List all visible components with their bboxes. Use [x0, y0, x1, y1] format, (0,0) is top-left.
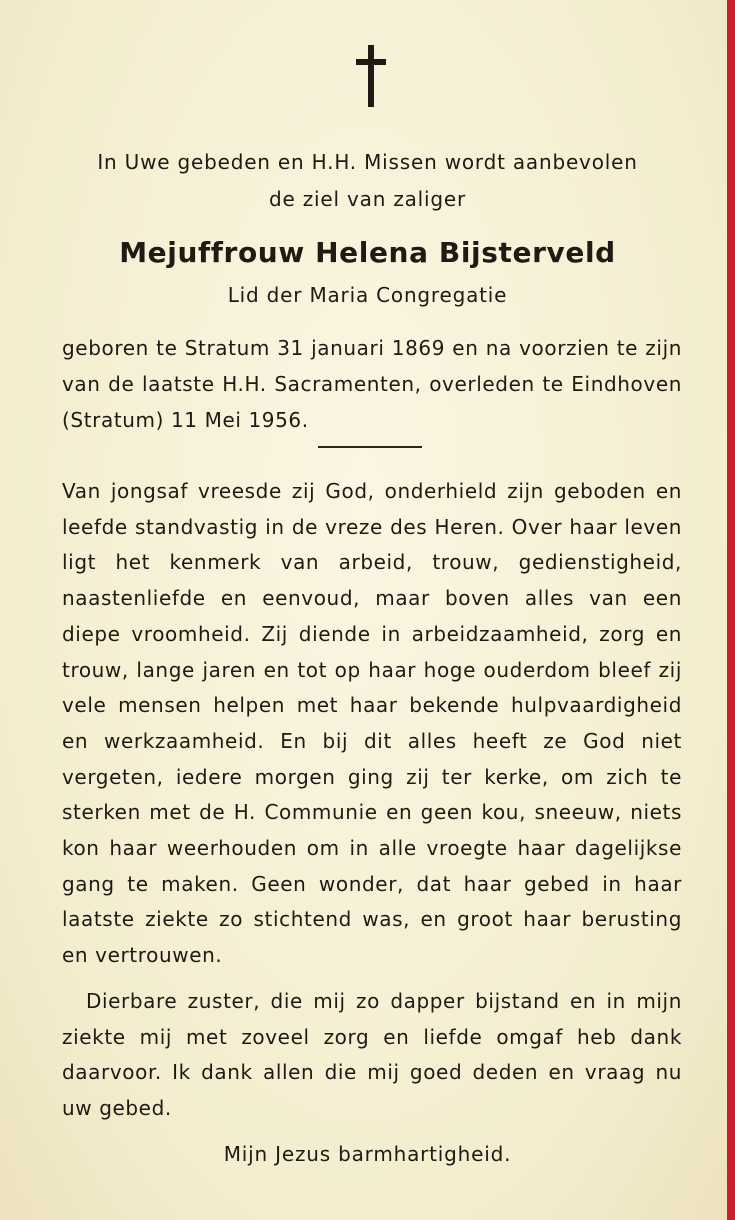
intro-line-2: de ziel van zaliger — [268, 187, 467, 211]
membership-line: Lid der Maria Congregatie — [227, 283, 508, 307]
intro-line-1: In Uwe gebeden en H.H. Missen wordt aanbevolen — [97, 150, 638, 174]
farewell-text: Dierbare zuster, die mij zo dapper bijstand en in mijn ziekte mij met zoveel zorg en liefde omgaf heb dank daarvoor. Ik dank allen die mij goed deden en vraag nu uw gebed. — [62, 989, 682, 1121]
deceased-name: Mejuffrouw Helena Bijsterveld — [119, 236, 616, 269]
farewell-paragraph — [62, 984, 682, 1127]
birth-death-paragraph: geboren te Stratum 31 januari 1869 en na voorzien te zijn van de laatste H.H. Sacramenten, overleden te Eindhoven (Stratum) 11 Mei 1956. — [62, 336, 682, 432]
biography-paragraph: Van jongsaf vreesde zij God, onderhield zijn geboden en leefde standvastig in de vreze des Heren. Over haar leven ligt het kenmerk van arbeid, trouw, gedienstigheid, naastenliefde en eenvoud, maar boven alles van een diepe vroomheid. Zij diende in arbeidzaamheid, zorg en trouw, lange jaren en tot op haar hoge ouderdom bleef zij vele mensen helpen met haar bekende hulpvaardigheid en werkzaamheid. En bij dit alles heeft ze God niet vergeten, iedere morgen ging zij ter kerke, om zich te sterken met de H. Communie en geen kou, sneeuw, niets kon haar weerhouden om in alle vroegte haar dagelijkse gang te maken. Geen wonder, dat haar gebed in haar laatste ziekte zo stichtend was, en groot haar berusting en vertrouwen. — [62, 479, 682, 968]
closing-prayer: Mijn Jezus barmhartigheid. — [223, 1142, 512, 1166]
cross-icon — [356, 45, 386, 107]
divider-rule — [318, 446, 422, 448]
